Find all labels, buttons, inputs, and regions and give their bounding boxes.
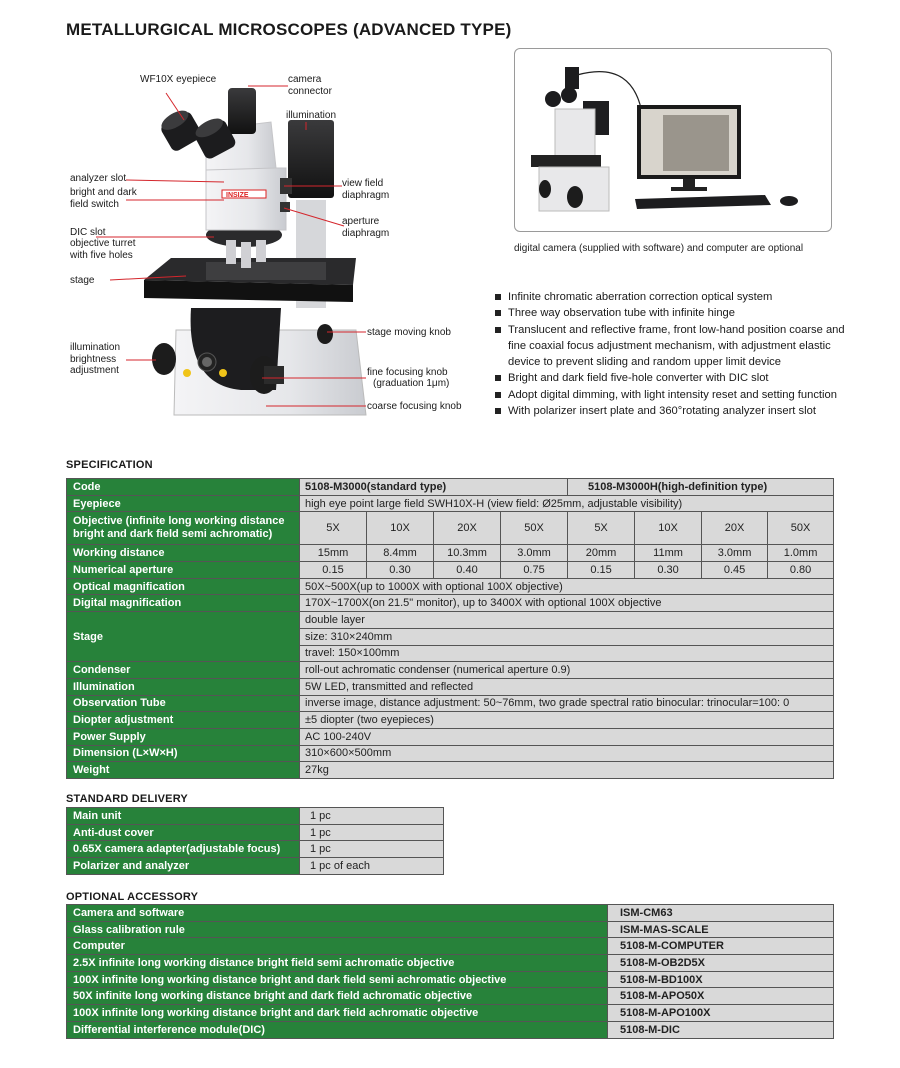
accessory-code: 5108-M-DIC [608,1021,834,1038]
microscope-illustration [66,60,486,440]
accessory-code: 5108-M-BD100X [608,971,834,988]
callout-fine-focusing-graduation: (graduation 1μm) [373,378,450,389]
spec-label-observation-tube: Observation Tube [67,695,300,712]
spec-label-stage: Stage [67,612,300,662]
spec-diopter-value: ±5 diopter (two eyepieces) [300,712,834,729]
spec-code-hd: 5108-M3000H(high-definition type) [568,479,834,496]
spec-label-diopter: Diopter adjustment [67,712,300,729]
spec-working-distance: 1.0mm [768,545,834,562]
feature-item: Infinite chromatic aberration correction optical system [495,289,845,305]
callout-aperture-diaphragm: aperture diaphragm [342,216,390,239]
delivery-item: Polarizer and analyzer [67,858,300,875]
callout-illumination: illumination [286,110,337,121]
spec-working-distance: 20mm [568,545,635,562]
feature-item: Translucent and reflective frame, front low-hand position coarse and fine coaxial focus adjustment mechanism, with adjustment elastic device to prevent sliding and random upper limit device [495,322,845,371]
spec-label-illumination: Illumination [67,678,300,695]
spec-label-power-supply: Power Supply [67,728,300,745]
specification-heading: SPECIFICATION [66,459,153,471]
spec-observation-value: inverse image, distance adjustment: 50~76mm, two grade spectral ratio binocular: trinocular=100: 0 [300,695,834,712]
callout-stage: stage [70,275,95,286]
spec-working-distance: 15mm [300,545,367,562]
spec-optical-magnification: 50X~500X(up to 1000X with optional 100X objective) [300,578,834,595]
spec-numerical-aperture: 0.30 [635,562,702,579]
callout-dic-slot: DIC slot [70,227,106,238]
callout-camera-connector: camera connector [288,74,332,97]
spec-numerical-aperture: 0.15 [300,562,367,579]
table-row [67,905,834,922]
spec-objective: 20X [702,512,768,545]
spec-label-eyepiece: Eyepiece [67,495,300,512]
spec-working-distance: 11mm [635,545,702,562]
callout-eyepiece: WF10X eyepiece [140,74,217,85]
table-row [67,695,834,712]
accessory-code: 5108-M-OB2D5X [608,955,834,972]
accessory-code: 5108-M-APO100X [608,1005,834,1022]
optional-accessory-table [66,904,834,1039]
spec-working-distance: 3.0mm [501,545,568,562]
callout-fine-focusing-knob: fine focusing knob [367,367,448,378]
spec-label-dimension: Dimension (L×W×H) [67,745,300,762]
table-row [67,1021,834,1038]
spec-working-distance: 3.0mm [702,545,768,562]
accessory-item: 100X infinite long working distance bright and dark field semi achromatic objective [67,971,608,988]
spec-objective: 50X [501,512,568,545]
delivery-item: Main unit [67,808,300,825]
spec-stage-value: travel: 150×100mm [300,645,834,662]
spec-label-working-distance: Working distance [67,545,300,562]
callout-bright-dark-switch: bright and dark field switch [70,187,137,210]
spec-label-digital-magnification: Digital magnification [67,595,300,612]
table-row [67,971,834,988]
spec-power-value: AC 100-240V [300,728,834,745]
table-row [67,858,444,875]
accessory-item: 2.5X infinite long working distance bright field semi achromatic objective [67,955,608,972]
computer-setup-drawing [515,49,832,232]
table-row [67,578,834,595]
spec-weight-value: 27kg [300,762,834,779]
delivery-qty: 1 pc [300,841,444,858]
accessory-item: Glass calibration rule [67,921,608,938]
page-title: METALLURGICAL MICROSCOPES (ADVANCED TYPE) [66,20,512,39]
spec-condenser-value: roll-out achromatic condenser (numerical aperture 0.9) [300,662,834,679]
callout-objective-turret: objective turret with five holes [70,238,136,261]
table-row [67,955,834,972]
table-row [67,678,834,695]
feature-item: Adopt digital dimming, with light intensity reset and setting function [495,387,845,403]
accessory-item: Differential interference module(DIC) [67,1021,608,1038]
specification-table [66,478,834,779]
feature-item: Three way observation tube with infinite hinge [495,305,845,321]
delivery-qty: 1 pc of each [300,858,444,875]
spec-label-code: Code [67,479,300,496]
table-row [67,662,834,679]
delivery-qty: 1 pc [300,808,444,825]
accessory-item: 50X infinite long working distance bright and dark field achromatic objective [67,988,608,1005]
spec-illumination-value: 5W LED, transmitted and reflected [300,678,834,695]
table-row [67,988,834,1005]
table-row [67,824,444,841]
accessory-code: ISM-CM63 [608,905,834,922]
table-row [67,1005,834,1022]
spec-label-condenser: Condenser [67,662,300,679]
delivery-item: 0.65X camera adapter(adjustable focus) [67,841,300,858]
table-row [67,512,834,545]
spec-objective: 10X [635,512,702,545]
spec-objective: 5X [300,512,367,545]
accessory-code: 5108-M-APO50X [608,988,834,1005]
accessory-item: Computer [67,938,608,955]
spec-objective: 20X [434,512,501,545]
table-row [67,595,834,612]
callout-stage-moving-knob: stage moving knob [367,327,451,338]
table-row [67,562,834,579]
table-row [67,745,834,762]
spec-label-objective [67,512,300,545]
photo-caption: digital camera (supplied with software) and computer are optional [514,243,804,254]
delivery-item: Anti-dust cover [67,824,300,841]
table-row [67,495,834,512]
spec-numerical-aperture: 0.40 [434,562,501,579]
spec-objective: 50X [768,512,834,545]
spec-numerical-aperture: 0.75 [501,562,568,579]
feature-item: With polarizer insert plate and 360°rotating analyzer insert slot [495,403,845,419]
spec-code-standard: 5108-M3000(standard type) [300,479,568,496]
spec-numerical-aperture: 0.30 [367,562,434,579]
spec-digital-magnification: 170X~1700X(on 21.5" monitor), up to 3400X with optional 100X objective [300,595,834,612]
table-row [67,938,834,955]
table-row [67,921,834,938]
spec-objective: 10X [367,512,434,545]
spec-numerical-aperture: 0.15 [568,562,635,579]
standard-delivery-table [66,807,444,875]
table-row [67,545,834,562]
spec-label-objective-line1: Objective (infinite long working distance [73,515,285,528]
table-row [67,808,444,825]
table-row [67,479,834,496]
accessory-code: ISM-MAS-SCALE [608,921,834,938]
callout-illumination-brightness: illumination brightness adjustment [70,342,121,376]
computer-setup-photo [514,48,832,232]
table-row [67,841,444,858]
spec-label-numerical-aperture: Numerical aperture [67,562,300,579]
spec-label-weight: Weight [67,762,300,779]
callout-view-field-diaphragm: view field diaphragm [342,178,390,201]
optional-accessory-heading: OPTIONAL ACCESSORY [66,891,199,903]
accessory-code: 5108-M-COMPUTER [608,938,834,955]
brand-logo: INSIZE [226,192,249,199]
spec-stage-value: double layer [300,612,834,629]
feature-item: Bright and dark field five-hole converter with DIC slot [495,370,845,386]
standard-delivery-heading: STANDARD DELIVERY [66,793,188,805]
spec-label-objective-line2: bright and dark field semi achromatic) [73,528,273,541]
spec-eyepiece-value: high eye point large field SWH10X-H (view field: Ø25mm, adjustable visibility) [300,495,834,512]
accessory-item: 100X infinite long working distance bright and dark field achromatic objective [67,1005,608,1022]
table-row [67,612,834,629]
feature-list [495,289,845,419]
delivery-qty: 1 pc [300,824,444,841]
spec-working-distance: 10.3mm [434,545,501,562]
spec-objective: 5X [568,512,635,545]
table-row [67,762,834,779]
spec-working-distance: 8.4mm [367,545,434,562]
table-row [67,712,834,729]
spec-numerical-aperture: 0.80 [768,562,834,579]
table-row [67,728,834,745]
spec-label-optical-magnification: Optical magnification [67,578,300,595]
spec-numerical-aperture: 0.45 [702,562,768,579]
spec-stage-value: size: 310×240mm [300,628,834,645]
spec-dimension-value: 310×600×500mm [300,745,834,762]
callout-coarse-focusing-knob: coarse focusing knob [367,401,462,412]
callout-analyzer-slot: analyzer slot [70,173,127,184]
accessory-item: Camera and software [67,905,608,922]
